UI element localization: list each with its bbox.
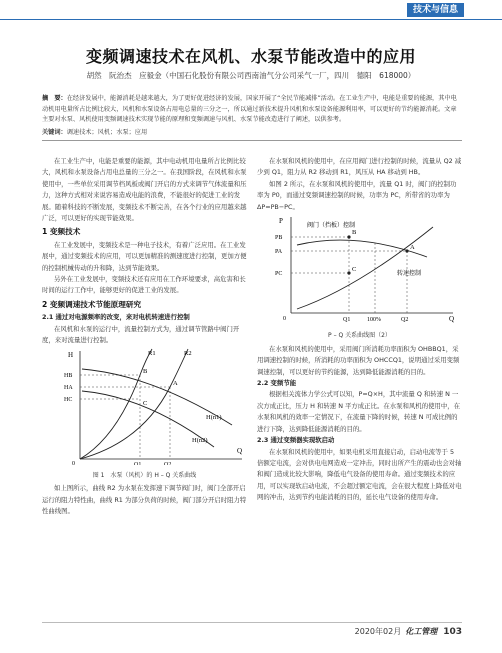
point-b-marker bbox=[347, 235, 350, 238]
paragraph: 在风机和水泵的运行中，流量控制方式为，通过调节管路中阀门开度，来对流量进行控制。 bbox=[42, 324, 240, 345]
abstract bbox=[42, 94, 462, 126]
paragraph: 在工业生产中，电能是重要的能源，其中电动机用电量所占比例比较大，风机和水泵设备占用电总量的三分之一。在我国阶段，在风机和水泵使用中，一些单位采用调节档风板或阀门开启的方式来调节气体流量和压力，这种方式相对来说容易造成电能的浪费，不能很好的促进工业的发展。随着科技的不断发展，变频技术不断完善，在各个行业的应用越来越广泛，可以更好的实现节能效果。 bbox=[42, 157, 247, 223]
curve-label: H(n1) bbox=[206, 413, 222, 421]
subsection-heading: 2.3 通过变频器实现软启动 bbox=[257, 436, 335, 445]
keywords-text: 调速技术；风机；水泵；应用 bbox=[66, 129, 148, 136]
point-a-marker bbox=[405, 249, 408, 252]
y-tick-label: HB bbox=[64, 372, 73, 379]
point-c-marker bbox=[347, 271, 350, 274]
y-tick-label: HC bbox=[64, 396, 73, 403]
r1-curve bbox=[80, 349, 152, 459]
point-label: B bbox=[143, 367, 148, 375]
curve-label: R1 bbox=[148, 349, 156, 357]
section-heading: 1 变频技术 bbox=[42, 227, 81, 237]
y-tick-label: HA bbox=[64, 384, 73, 391]
point-label: C bbox=[143, 399, 148, 407]
section-tag: 技术与信息 bbox=[407, 3, 464, 17]
x-tick-label: Q1 bbox=[134, 461, 142, 465]
paragraph: 如上图所示，曲线 R2 为水泵在发挥速下调节阀门时，阀门全部开启运行的阻力特性曲，曲线 R1 为部分负荷的时候，阀门部分开启时阻力特性曲线图。 bbox=[42, 484, 247, 516]
paragraph: 如图 2 所示，在水泵和风机的使用中，流量 Q1 时，阀门的控制功率为 P0，而通过变频调速控制的时候，功率为 PC，所带省的功率为 ΔP=PB−PC。 bbox=[257, 179, 457, 211]
paragraph: 在水泵和风机的使用中，采用阀门所消耗功率面积为 OHBBQ1，采用调速控制的时候，所消耗的功率面积为 OHCCQ1，说明通过采用变频调速控制，可以更好的节约能源，达到降低能源消耗的目的。 bbox=[257, 344, 460, 376]
article-authors: 胡然 阮治杰 应毅金（中国石化股份有限公司西南油气分公司采气一厂，四川 德阳 618000） bbox=[86, 71, 416, 80]
figure-2-pq-curve bbox=[257, 213, 462, 325]
y-tick-label: PC bbox=[275, 271, 283, 278]
x-tick-label: Q2 bbox=[164, 461, 172, 465]
paragraph: 根据相关流体力学公式可以知，P=Q×H，其中流量 Q 和转速 N 一次方成正比，压力 H 和转速 N 平方成正比。在水泵和风机的使用中，在水泵和风机的效率一定情况下，在流量下降的时候，转速 N 可成比例的进行下降，达到降低能源消耗的目的。 bbox=[257, 390, 461, 433]
paragraph: 另外在工业发展中，变频技术还有应用在工作环境要求，高危害和长时间的运行工作中，能够更好的促进工业的发展。 bbox=[42, 275, 246, 295]
point-label: A bbox=[173, 379, 178, 387]
y-axis-label: P bbox=[279, 217, 283, 226]
x-axis-label: Q bbox=[237, 446, 243, 455]
article-title: 变频调速技术在风机、水泵节能改造中的应用 bbox=[85, 47, 416, 66]
y-axis-label: H bbox=[68, 350, 74, 359]
r2-curve bbox=[80, 349, 188, 459]
x-tick-label: 100% bbox=[367, 317, 381, 324]
abstract-label: 摘 要： bbox=[42, 95, 67, 102]
issue-date: 2020年02月 bbox=[354, 627, 402, 636]
left-column bbox=[42, 156, 247, 518]
x-axis-label: Q bbox=[449, 315, 455, 324]
y-tick-label: PA bbox=[275, 249, 283, 256]
magazine-name: 化工管理 bbox=[405, 626, 438, 636]
figure-1-caption: 图 1 水泵（风机）的 H – Q 关系曲线 bbox=[92, 471, 197, 479]
footer-rule bbox=[42, 622, 462, 623]
y-tick-label: PB bbox=[275, 235, 283, 242]
header-rule bbox=[0, 19, 502, 20]
right-column bbox=[257, 156, 462, 504]
figure-1-hq-curve bbox=[42, 347, 247, 465]
point-label: C bbox=[352, 266, 357, 274]
curve-label: 阀门（挡板）控制 bbox=[307, 223, 356, 230]
subsection-heading: 2.2 变频节能 bbox=[257, 379, 297, 388]
paragraph: 在工业发展中，变频技术是一种电子技术，有着广泛应用。在工业发展中，通过变频技术的应用，可以更加精准的测速度进行控制，更加方便的控制机械传动的升和降，达到节能效果。 bbox=[42, 240, 247, 272]
curve-label: H(n2) bbox=[192, 436, 208, 444]
curve-label: 转速控制 bbox=[397, 271, 422, 278]
paragraph: 在水泵和风机的使用中，在应用阀门进行控制的时候，流量从 Q2 减少到 Q1，阻力从 R2 移动到 R1，风压从 HA 移动到 HB。 bbox=[257, 157, 462, 177]
point-label: B bbox=[352, 229, 357, 237]
paragraph: 在水泵和风机的使用中，如果电机采用直接启动，启动电流等于 5 倍额定电流，会对供电电网造成一定冲击，同时出所产生的震动也会对轴和阀门造成比较大影响，降低电气设备的使用寿命。通过变频技术的应用，可以实现软启动电流，不会超过额定电流，会在很大程度上降低对电网的冲击，达到节约电能消耗的目的，延长电气设备的使用寿命。 bbox=[257, 447, 462, 502]
figure-2-caption: P – Q 关系曲线图（2） bbox=[328, 332, 391, 340]
abstract-divider bbox=[42, 140, 462, 141]
subsection-heading: 2.1 通过对电源频率的改变，来对电机转速进行控制 bbox=[42, 313, 190, 322]
point-label: A bbox=[410, 244, 415, 252]
origin-label: 0 bbox=[72, 460, 75, 465]
abstract-text: 在经济发展中，能源消耗是越来越大，为了更好促进经济的发展，国家开展了“全民节能减排”活动。在工业生产中，电能是重要的能源，其中电动机用电量所占比例比较大，风机和水泵设备占用电总量的三分之一，所以通过新技术提升风机和水泵设备能源利用率，可以更好的节约能源消耗。文章主要对水泵、风机使用变频调速技术实现节能的原理和变频调速与风机、水泵节能改造进行了阐述，以供参考。 bbox=[42, 95, 457, 123]
curve-label: R2 bbox=[184, 349, 192, 357]
page-number: 103 bbox=[443, 627, 462, 637]
x-tick-label: Q2 bbox=[401, 317, 409, 324]
x-tick-label: Q1 bbox=[343, 317, 351, 324]
valve-control-curve bbox=[297, 240, 427, 257]
page-footer bbox=[355, 626, 462, 637]
keywords bbox=[42, 127, 462, 136]
origin-label: 0 bbox=[283, 316, 286, 323]
section-heading: 2 变频调速技术节能原理研究 bbox=[42, 299, 142, 309]
speed-control-curve bbox=[297, 227, 433, 309]
keywords-label: 关键词： bbox=[42, 129, 67, 136]
